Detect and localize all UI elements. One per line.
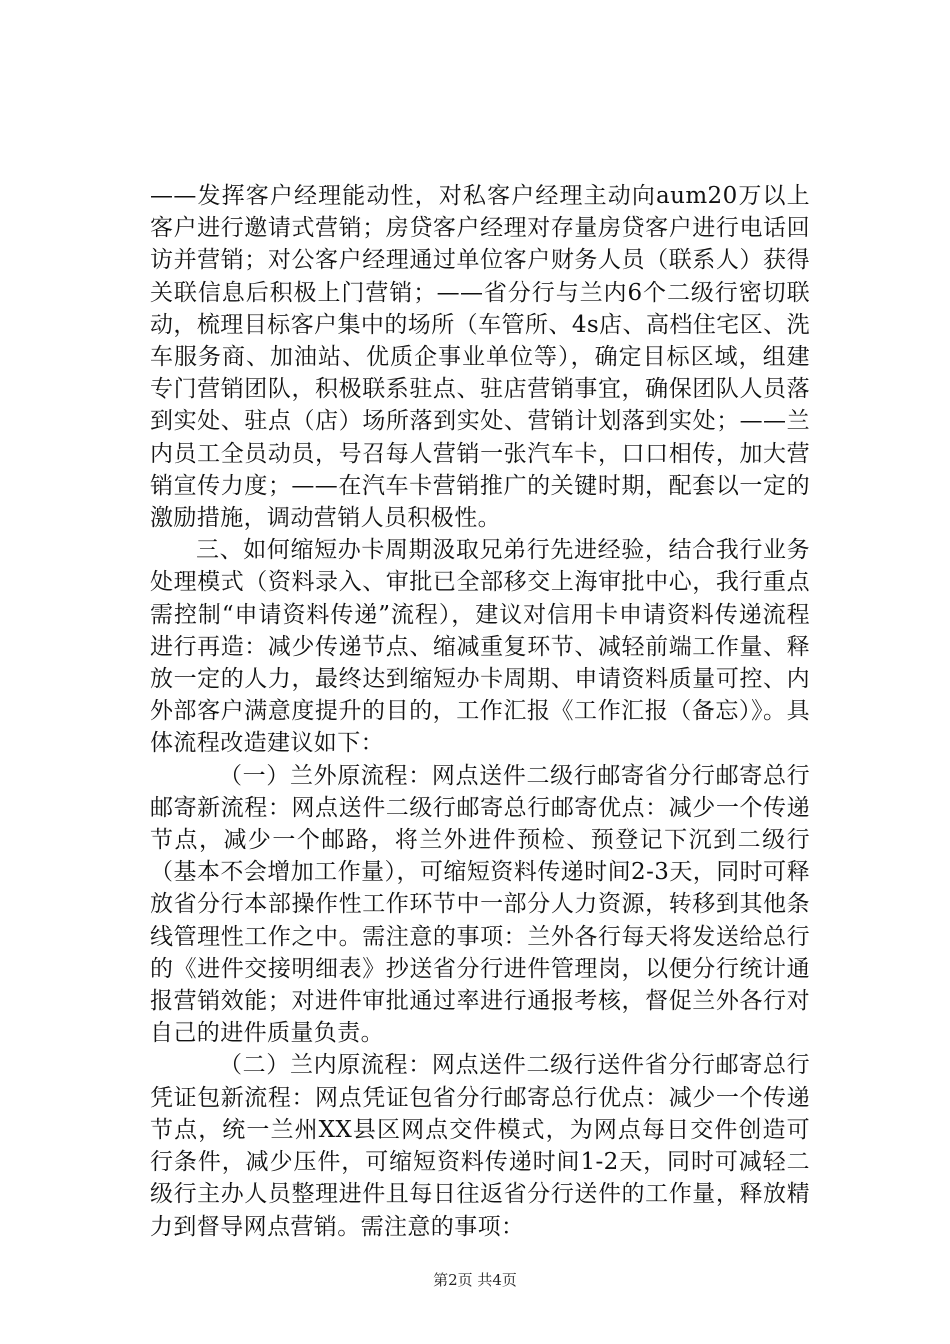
paragraph-inside-lanzhou-process: （二）兰内原流程：网点送件二级行送件省分行邮寄总行凭证包新流程：网点凭证包省分行邮寄总行优点：减少一个传递节点，统一兰州XX县区网点交件模式，为网点每日交件创造可行条件，减少压件，可缩短资料传递时间1-2天，同时可减轻二级行主办人员整理进件且每日往返省分行送件的工作量，释放精力到督导网点营销。需注意的事项： xyxy=(150,1052,810,1240)
paragraph-section-three: 三、如何缩短办卡周期汲取兄弟行先进经验，结合我行业务处理模式（资料录入、审批已全部移交上海审批中心，我行重点需控制“申请资料传递”流程），建议对信用卡申请资料传递流程进行再造：减少传递节点、缩减重复环节、减轻前端工作量、释放一定的人力，最终达到缩短办卡周期、申请资料质量可控、内外部客户满意度提升的目的，工作汇报《工作汇报（备忘）》。具体流程改造建议如下： xyxy=(150,537,810,757)
paragraph-marketing-measures: ——发挥客户经理能动性，对私客户经理主动向aum20万以上客户进行邀请式营销；房贷客户经理对存量房贷客户进行电话回访并营销；对公客户经理通过单位客户财务人员（联系人）获得关联信息后积极上门营销；——省分行与兰内6个二级行密切联动，梳理目标客户集中的场所（车管所、4s店、高档住宅区、洗车服务商、加油站、优质企事业单位等），确定目标区域，组建专门营销团队，积极联系驻点、驻店营销事宜，确保团队人员落到实处、驻点（店）场所落到实处、营销计划落到实处；——兰内员工全员动员，号召每人营销一张汽车卡，口口相传，加大营销宣传力度；——在汽车卡营销推广的关键时期，配套以一定的激励措施，调动营销人员积极性。 xyxy=(150,183,810,532)
document-body xyxy=(150,180,810,1243)
page-footer: 第2页 共4页 xyxy=(433,1271,517,1289)
paragraph-outside-lanzhou-process: （一）兰外原流程：网点送件二级行邮寄省分行邮寄总行邮寄新流程：网点送件二级行邮寄总行邮寄优点：减少一个传递节点，减少一个邮路，将兰外进件预检、预登记下沉到二级行（基本不会增加工作量），可缩短资料传递时间2-3天，同时可释放省分行本部操作性工作环节中一部分人力资源，转移到其他条线管理性工作之中。需注意的事项：兰外各行每天将发送给总行的《进件交接明细表》抄送省分行进件管理岗，以便分行统计通报营销效能；对进件审批通过率进行通报考核，督促兰外各行对自己的进件质量负责。 xyxy=(150,762,810,1047)
